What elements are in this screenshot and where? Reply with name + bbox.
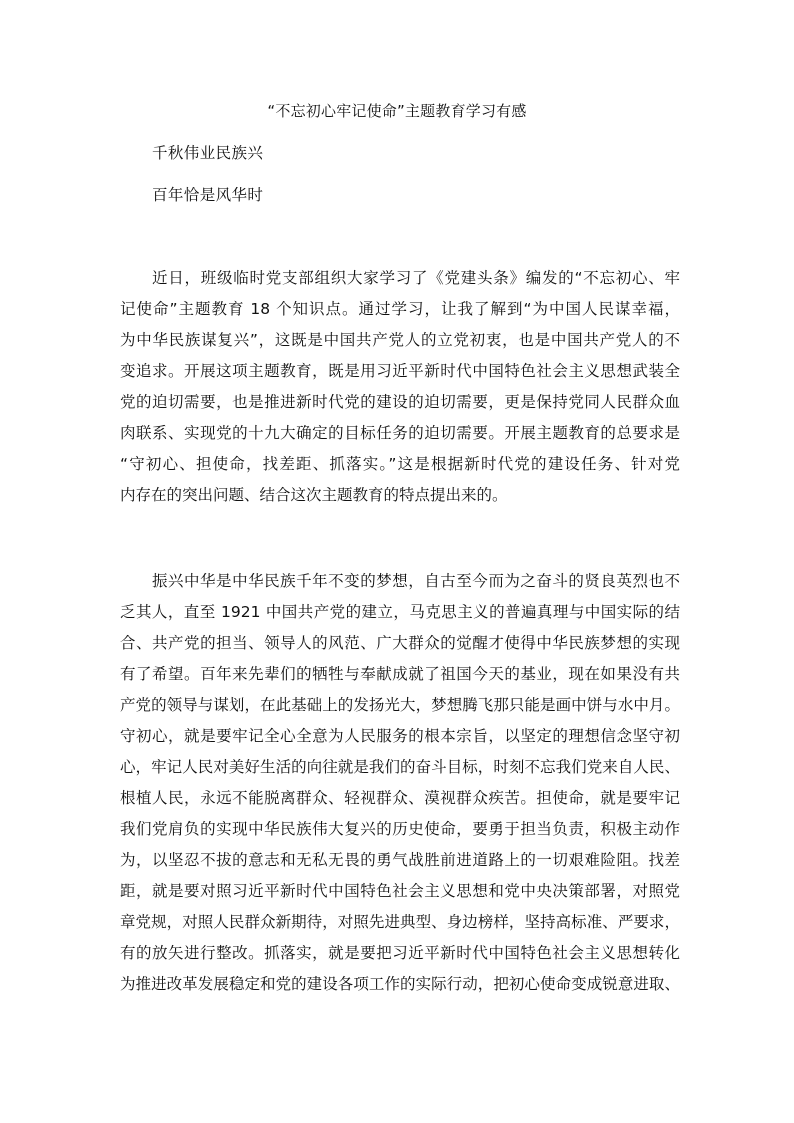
paragraph-line: 心，牢记人民对美好生活的向往就是我们的奋斗目标，时刻不忘我们党来自人民、 <box>120 758 680 776</box>
paragraph-line: 根植人民，永远不能脱离群众、轻视群众、漠视群众疾苦。担使命，就是要牢记 <box>120 789 680 807</box>
paragraph-line: 章党规，对照人民群众新期待，对照先进典型、身边榜样，坚持高标准、严要求， <box>120 913 680 931</box>
paragraph-line: 为，以坚忍不拔的意志和无私无畏的勇气战胜前进道路上的一切艰难险阻。找差 <box>120 851 680 869</box>
paragraph-line: 距，就是要对照习近平新时代中国特色社会主义思想和党中央决策部署，对照党 <box>120 882 680 900</box>
paragraph-line: 产党的领导与谋划，在此基础上的发扬光大，梦想腾飞那只能是画中饼与水中月。 <box>120 696 680 714</box>
paragraph-line: 肉联系、实现党的十九大确定的目标任务的迫切需要。开展主题教育的总要求是 <box>120 424 680 442</box>
paragraph-line: 振兴中华是中华民族千年不变的梦想，自古至今而为之奋斗的贤良英烈也不 <box>152 572 680 590</box>
paragraph-2 <box>120 566 680 1000</box>
paragraph-line: “守初心、担使命，找差距、抓落实。”这是根据新时代党的建设任务、针对党 <box>120 455 680 473</box>
paragraph-line: 有了希望。百年来先辈们的牺牲与奉献成就了祖国今天的基业，现在如果没有共 <box>120 665 680 683</box>
paragraph-line: 乏其人，直至 1921 中国共产党的建立，马克思主义的普遍真理与中国实际的结 <box>120 603 680 621</box>
paragraph-line: 合、共产党的担当、领导人的风范、广大群众的觉醒才使得中华民族梦想的实现 <box>120 634 680 652</box>
paragraph-line: 守初心，就是要牢记全心全意为人民服务的根本宗旨，以坚定的理想信念坚守初 <box>120 727 680 745</box>
subtitle-line-1: 千秋伟业民族兴 <box>152 144 264 162</box>
document-title: “不忘初心牢记使命”主题教育学习有感 <box>267 102 527 120</box>
paragraph-line: 近日，班级临时党支部组织大家学习了《党建头条》编发的“不忘初心、牢 <box>152 269 680 287</box>
paragraph-line: 为推进改革发展稳定和党的建设各项工作的实际行动，把初心使命变成锐意进取、 <box>120 975 680 993</box>
paragraph-line: 我们党肩负的实现中华民族伟大复兴的历史使命，要勇于担当负责，积极主动作 <box>120 820 680 838</box>
paragraph-line: 党的迫切需要，也是推进新时代党的建设的迫切需要，更是保持党同人民群众血 <box>120 393 680 411</box>
paragraph-line: 为中华民族谋复兴”，这既是中国共产党人的立党初衷，也是中国共产党人的不 <box>120 331 680 349</box>
paragraph-line: 内存在的突出问题、结合这次主题教育的特点提出来的。 <box>120 486 508 504</box>
paragraph-1 <box>120 263 680 511</box>
paragraph-line: 变追求。开展这项主题教育，既是用习近平新时代中国特色社会主义思想武装全 <box>120 362 680 380</box>
subtitle-line-2: 百年恰是风华时 <box>152 186 264 204</box>
paragraph-line: 有的放矢进行整改。抓落实，就是要把习近平新时代中国特色社会主义思想转化 <box>120 944 680 962</box>
paragraph-line: 记使命”主题教育 18 个知识点。通过学习，让我了解到“为中国人民谋幸福， <box>120 300 680 318</box>
